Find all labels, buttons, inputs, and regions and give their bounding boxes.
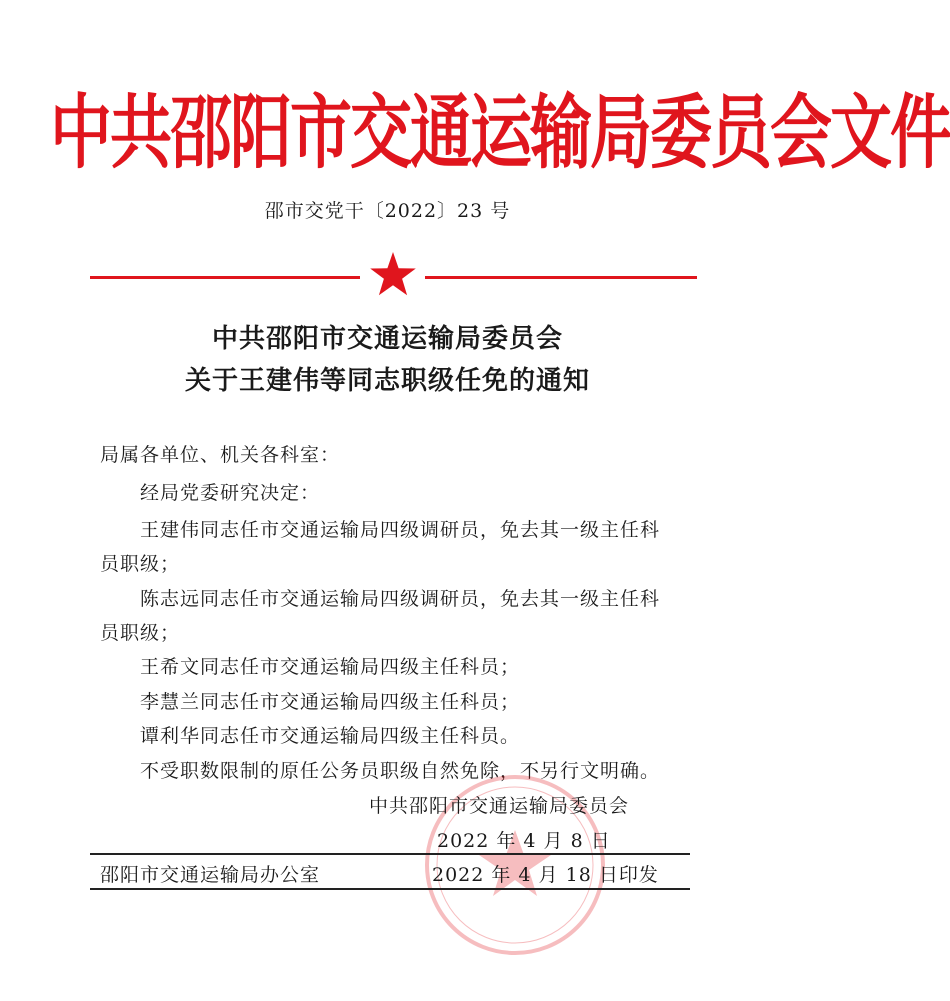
print-date: 2022 年 4 月 18 日印发 (432, 864, 659, 886)
signature-date: 2022 年 4 月 8 日 (437, 830, 611, 852)
paragraph-appointment: 陈志远同志任市交通运输局四级调研员，免去其一级主任科 (140, 588, 661, 610)
document-title-line2: 关于王建伟等同志职级任免的通知 (184, 366, 590, 396)
paragraph-continuation: 员职级； (100, 622, 181, 644)
paragraph-appointment: 王建伟同志任市交通运输局四级调研员，免去其一级主任科 (140, 519, 661, 541)
paragraph-appointment: 李慧兰同志任市交通运输局四级主任科员； (140, 691, 521, 713)
masthead-title: 中共邵阳市交通运输局委员会文件 (50, 84, 950, 180)
paragraph-appointment: 王希文同志任市交通运输局四级主任科员； (140, 656, 521, 678)
paragraph-note: 不受职数限制的原任公务员职级自然免除，不另行文明确。 (140, 760, 661, 782)
red-divider-left (90, 276, 360, 279)
red-divider-right (425, 276, 697, 279)
star-icon (369, 250, 417, 298)
footer-rule-top (90, 853, 690, 855)
document-number: 邵市交党干〔2022〕23 号 (264, 200, 511, 222)
signature-organization: 中共邵阳市交通运输局委员会 (369, 795, 630, 817)
paragraph-appointment: 谭利华同志任市交通运输局四级主任科员。 (140, 725, 521, 747)
addressee: 局属各单位、机关各科室： (100, 444, 341, 466)
paragraph-continuation: 员职级； (100, 553, 181, 575)
footer-rule-bottom (90, 888, 690, 890)
document-title-line1: 中共邵阳市交通运输局委员会 (211, 324, 563, 354)
paragraph-decision: 经局党委研究决定： (140, 482, 321, 504)
masthead (50, 78, 950, 188)
issuing-office: 邵阳市交通运输局办公室 (100, 864, 321, 886)
